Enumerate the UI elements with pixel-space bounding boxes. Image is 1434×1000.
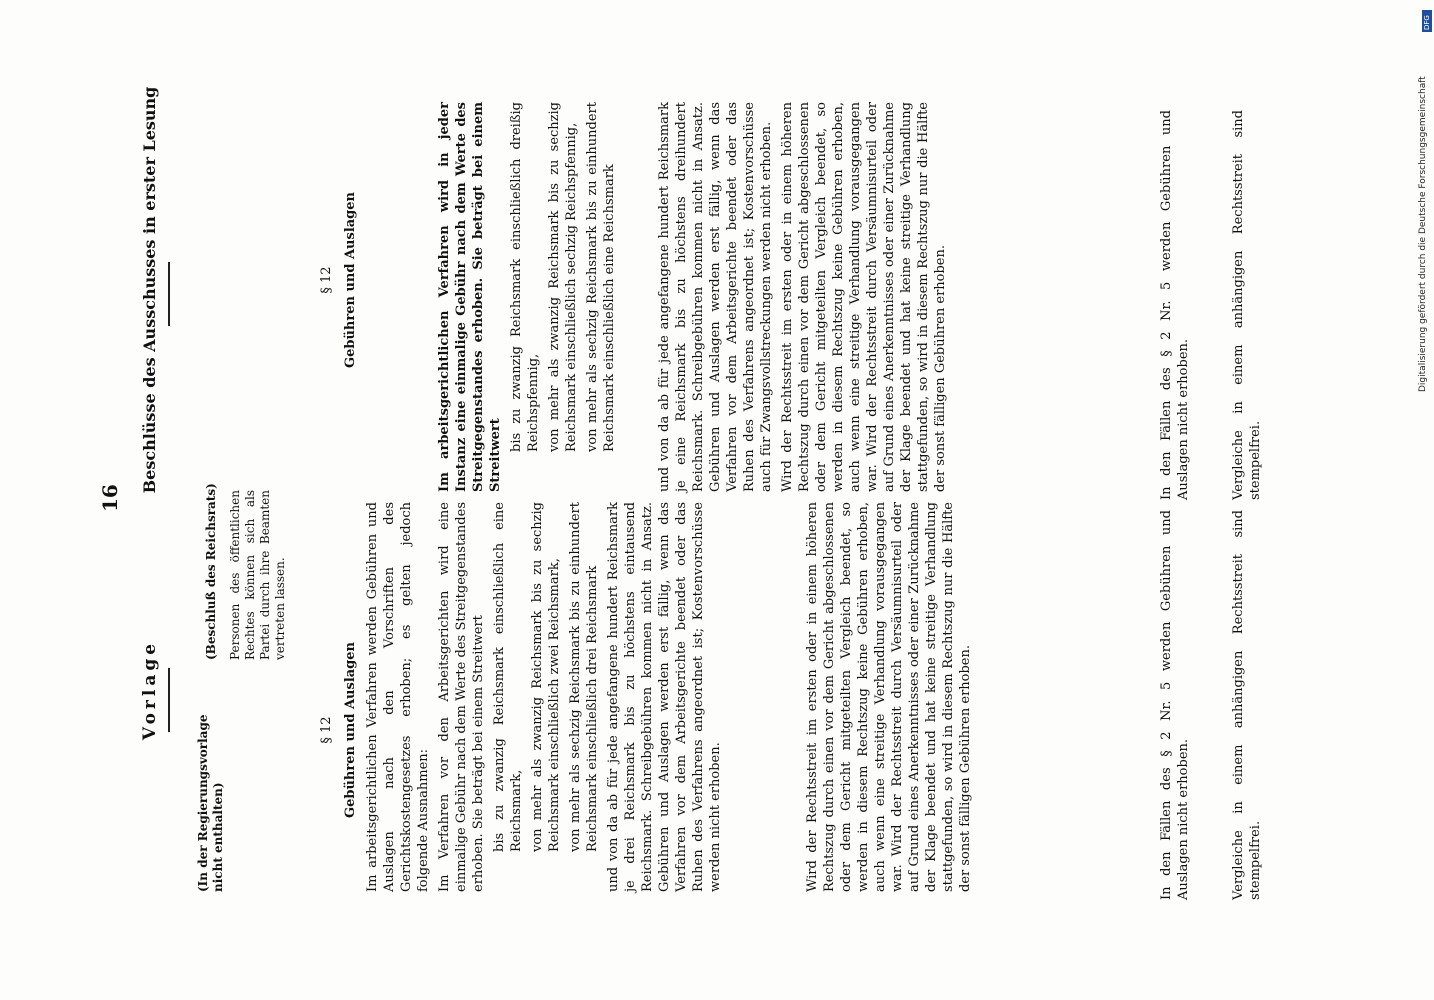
right-list-item: bis zu zwanzig Reichsmark einschließlich dreißig Reichspfennig, bbox=[509, 102, 541, 452]
right-heading: Beschlüsse des Ausschusses in erster Lesung bbox=[140, 86, 159, 494]
left-paragraph: Im Verfahren vor den Arbeitsgerichten wird eine einmalige Gebühr nach dem Werte des Streitgegenstandes erhoben. Sie beträgt bei einem Streitwert bbox=[437, 502, 486, 892]
left-list-item: bis zu zwanzig Reichsmark einschließlich eine Reichsmark, bbox=[492, 502, 524, 852]
page-number: 16 bbox=[98, 484, 122, 512]
left-list-item: von mehr als zwanzig Reichsmark bis zu sechzig Reichsmark einschließlich zwei Reichsmark, bbox=[530, 502, 562, 852]
left-body-2 bbox=[804, 502, 978, 892]
left-col-rat-label: (Beschluß des Reichsrats) bbox=[204, 483, 218, 660]
right-body-2 bbox=[656, 102, 953, 492]
left-heading-rule bbox=[168, 668, 170, 732]
left-list-item: von mehr als sechzig Reichsmark bis zu einhundert Reichsmark einschließlich drei Reichsmark bbox=[568, 502, 600, 852]
right-fees-note: In den Fällen des § 2 Nr. 5 werden Gebühren und Auslagen nicht erhoben. bbox=[1159, 110, 1191, 500]
right-list-item: von mehr als sechzig Reichsmark bis zu einhundert Reichsmark einschließlich eine Reichsmark bbox=[585, 102, 617, 452]
dfg-logo: DFG bbox=[1422, 10, 1432, 32]
left-body bbox=[364, 502, 728, 892]
right-paragraph: Wird der Rechtsstreit im ersten oder in einem höheren Rechtszug durch einen vor dem Gericht abgeschlossenen oder dem Gericht mitgeteilten Vergleich beendet, so werden in diesem Rechtszug keine Gebühren erhoben, auch wenn eine streitige Verhandlung vorausgegangen war. Wird der Rechtsstreit durch Versäumnisurteil oder auf Grund eines Anerkenntnisses oder einer Zurücknahme der Klage beendet und hat keine streitige Verhandlung stattgefunden, so wird in diesem Rechtszug nur die Hälfte der sonst fälligen Gebühren erhoben. bbox=[780, 102, 948, 492]
left-fees-note: In den Fällen des § 2 Nr. 5 werden Gebühren und Auslagen nicht erhoben. bbox=[1159, 510, 1191, 900]
right-heading-rule bbox=[168, 262, 170, 326]
left-section-title: Gebühren und Auslagen bbox=[343, 642, 358, 819]
left-paragraph: und von da ab für jede angefangene hundert Reichsmark je drei Reichsmark bis zu höchstens eintausend Reichsmark. Schreibgebühren kommen nicht in Ansatz. Gebühren und Auslagen werden erst fällig, wenn das Verfahren vor dem Arbeitsgerichte beendet oder das Ruhen des Verfahrens angeordnet ist; Kostenvorschüsse werden nicht erhoben. bbox=[606, 502, 723, 892]
left-col-gov-label: (In der Regierungsvorlage nicht enthalten) bbox=[196, 714, 225, 892]
left-rat-text: Personen des öffentlichen Rechtes können sich als Partei durch ihre Beamten vertreten lassen. bbox=[228, 490, 287, 660]
right-paragraph: und von da ab für jede angefangene hundert Reichsmark je eine Reichsmark bis zu höchstens dreihundert Reichsmark. Schreibgebühren kommen nicht in Ansatz. Gebühren und Auslagen werden erst fällig, wenn das Verfahren vor dem Arbeitsgerichte beendet oder das Ruhen des Verfahrens angeordnet ist; Kostenvorschüsse auch für Zwangsvollstreckungen werden nicht erhoben. bbox=[657, 102, 774, 492]
right-list-item: von mehr als zwanzig Reichsmark bis zu sechzig Reichsmark einschließlich sechzig Reichspfennig, bbox=[547, 102, 579, 452]
right-paragraph: Im arbeitsgerichtlichen Verfahren wird in jeder Instanz eine einmalige Gebühr nach dem Werte des Streitgegenstandes erhoben. Sie beträgt bei einem Streitwert bbox=[437, 102, 503, 492]
left-paragraph: Im arbeitsgerichtlichen Verfahren werden Gebühren und Auslagen nach den Vorschriften des Gerichtskostengesetzes erhoben; es gelten jedoch folgende Ausnahmen: bbox=[365, 502, 431, 892]
left-paragraph: Wird der Rechtsstreit im ersten oder in einem höheren Rechtszug durch einen vor dem Gericht abgeschlossenen oder dem Gericht mitgeteilten Vergleich beendet, so werden in diesem Rechtszug keine Gebühren erhoben, auch wenn eine streitige Verhandlung vorausgegangen war. Wird der Rechtsstreit durch Versäumnisurteil oder auf Grund eines Anerkenntnisses oder einer Zurücknahme der Klage beendet und hat keine streitige Verhandlung stattgefunden, so wird in diesem Rechtszug nur die Hälfte der sonst fälligen Gebühren erhoben. bbox=[805, 502, 973, 892]
right-stamp-note: Vergleiche in einem anhängigen Rechtsstreit sind stempelfrei. bbox=[1231, 110, 1263, 500]
dfg-margin-note: Digitalisierung gefördert durch die Deutsche Forschungsgemeinschaft bbox=[1418, 76, 1428, 392]
right-section-title: Gebühren und Auslagen bbox=[343, 192, 358, 369]
left-heading: Vorlage bbox=[140, 639, 160, 741]
left-section-number: § 12 bbox=[319, 716, 334, 744]
right-body bbox=[436, 102, 622, 492]
right-section-number: § 12 bbox=[319, 266, 334, 294]
left-stamp-note: Vergleiche in einem anhängigen Rechtsstreit sind stempelfrei. bbox=[1231, 510, 1263, 900]
